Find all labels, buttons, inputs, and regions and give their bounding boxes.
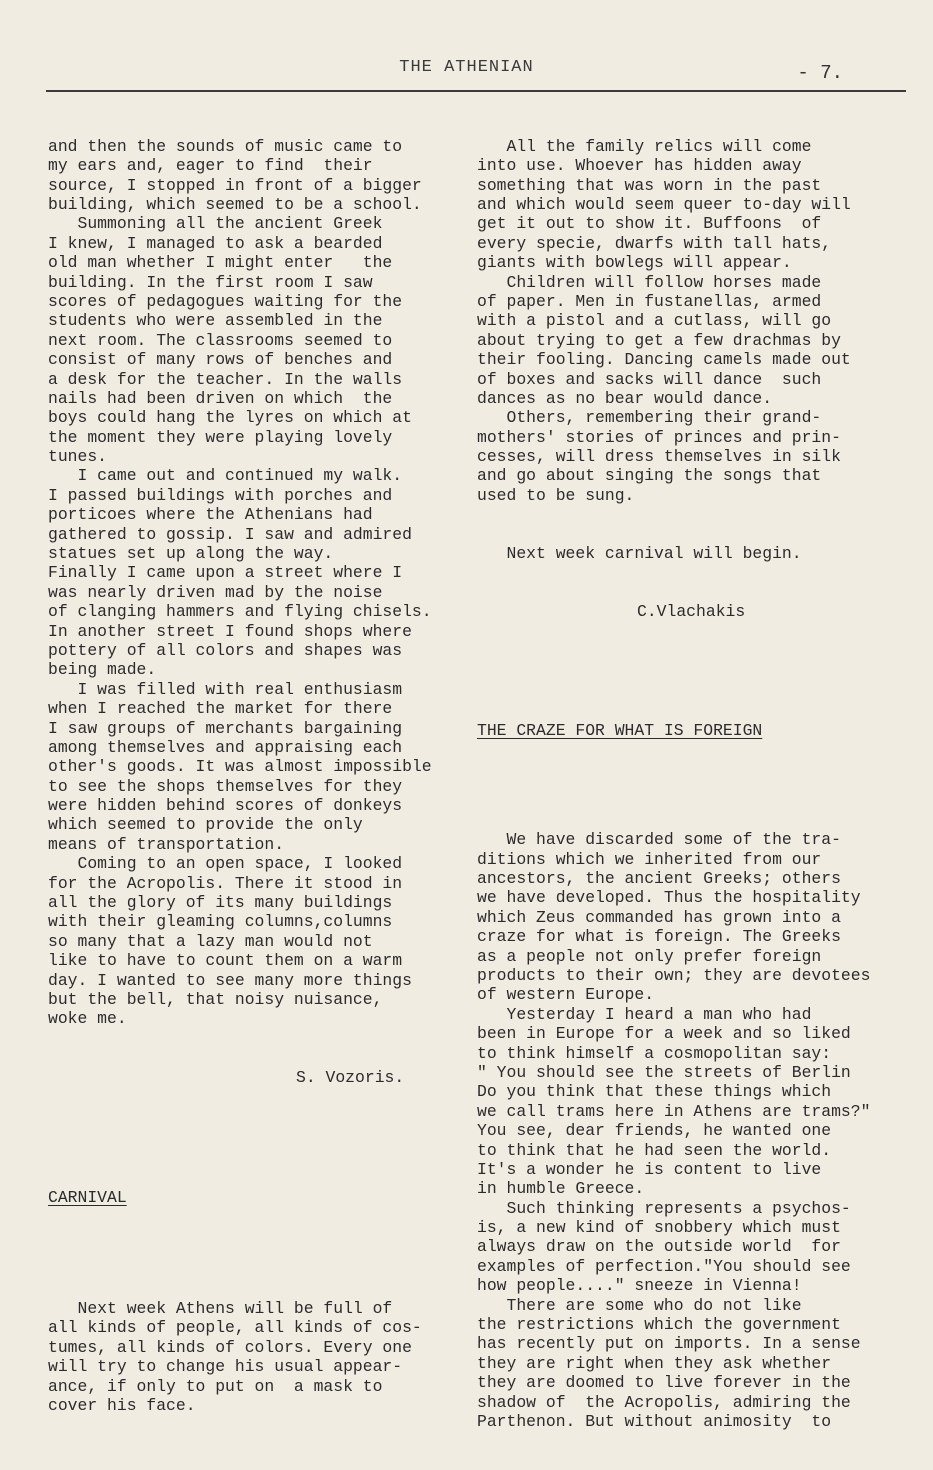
text-line: about trying to get a few drachmas by — [477, 330, 841, 350]
text-line: their fooling. Dancing camels made out — [477, 350, 851, 370]
text-line: You see, dear friends, he wanted one — [477, 1121, 832, 1141]
text-line: to think himself a cosmopolitan say: — [477, 1043, 832, 1063]
text-line: statues set up along the way. — [48, 544, 334, 564]
text-line: Parthenon. But without animosity to — [477, 1412, 832, 1431]
left-column — [48, 98, 468, 1454]
text-line: which seemed to provide the only — [48, 815, 363, 835]
text-line: ditions which we inherited from our — [477, 849, 822, 869]
text-line: Next week Athens will be full of — [48, 1299, 393, 1319]
text-line: with their gleaming columns,columns — [48, 912, 393, 932]
text-line: all the glory of its many buildings — [48, 893, 393, 913]
text-line: Summoning all the ancient Greek — [48, 214, 383, 234]
text-line: I was filled with real enthusiasm — [48, 679, 403, 699]
publication-title: THE ATHENIAN — [399, 58, 534, 77]
text-line: as a people not only prefer foreign — [477, 946, 822, 966]
text-line: and then the sounds of music came to — [48, 136, 403, 156]
text-line: porticoes where the Athenians had — [48, 505, 373, 525]
text-line: into use. Whoever has hidden away — [477, 156, 802, 176]
text-line: It's a wonder he is content to live — [477, 1159, 822, 1179]
text-line: of western Europe. — [477, 985, 655, 1005]
text-line: of paper. Men in fustanellas, armed — [477, 291, 822, 311]
text-line: craze for what is foreign. The Greeks — [477, 927, 841, 947]
text-line: We have discarded some of the tra- — [477, 830, 841, 850]
text-line: tumes, all kinds of colors. Every one — [48, 1337, 412, 1357]
text-line: Finally I came upon a street where I — [48, 563, 403, 583]
text-line: All the family relics will come — [477, 136, 812, 156]
text-line: There are some who do not like — [477, 1295, 802, 1315]
carnival-closing: Next week carnival will begin. — [477, 544, 802, 564]
story-signature: S. Vozoris. — [296, 1067, 405, 1087]
text-line: consist of many rows of benches and — [48, 350, 393, 370]
text-line: among themselves and appraising each — [48, 737, 403, 757]
text-line: and go about singing the songs that — [477, 466, 822, 486]
text-line: mothers' stories of princes and prin- — [477, 427, 841, 447]
text-line: I knew, I managed to ask a bearded — [48, 233, 383, 253]
text-line: all kinds of people, all kinds of cos- — [48, 1318, 422, 1338]
text-line: building. In the first room I saw — [48, 272, 373, 292]
text-line: " You should see the streets of Berlin — [477, 1062, 851, 1082]
text-line: next room. The classrooms seemed to — [48, 330, 393, 350]
text-line: other's goods. It was almost impossible — [48, 757, 432, 777]
foreign-text — [477, 830, 917, 1431]
text-line: nails had been driven on which the — [48, 388, 393, 408]
text-line: giants with bowlegs will appear. — [477, 253, 792, 273]
text-line: products to their own; they are devotees — [477, 966, 871, 986]
text-line: they are doomed to live forever in the — [477, 1373, 851, 1393]
text-line: Children will follow horses made — [477, 272, 822, 292]
text-line: Do you think that these things which — [477, 1082, 832, 1102]
text-line: Yesterday I heard a man who had — [477, 1004, 812, 1024]
text-line: we have developed. Thus the hospitality — [477, 888, 861, 908]
text-line: something that was worn in the past — [477, 175, 822, 195]
story-text — [48, 137, 468, 1029]
text-line: like to have to count them on a warm — [48, 951, 403, 971]
text-line: I came out and continued my walk. — [48, 466, 403, 486]
text-line: means of transportation. — [48, 834, 285, 854]
text-line: day. I wanted to see many more things — [48, 970, 412, 990]
text-line: to see the shops themselves for they — [48, 776, 403, 796]
text-line: gathered to gossip. I saw and admired — [48, 524, 412, 544]
header-rule — [46, 90, 906, 92]
text-line: the moment they were playing lovely — [48, 427, 393, 447]
text-line: how people...." sneeze in Vienna! — [477, 1276, 802, 1296]
text-line: and which would seem queer to-day will — [477, 194, 851, 214]
text-line: is, a new kind of snobbery which must — [477, 1218, 841, 1238]
text-line: being made. — [48, 660, 157, 680]
text-line: ance, if only to put on a mask to — [48, 1376, 383, 1396]
text-line: they are right when they ask whether — [477, 1353, 832, 1373]
text-line: woke me. — [48, 1009, 127, 1029]
text-line: was nearly driven mad by the noise — [48, 582, 383, 602]
right-column — [477, 98, 917, 1470]
text-line: but the bell, that noisy nuisance, — [48, 990, 383, 1009]
carnival-continued-text — [477, 137, 917, 505]
text-line: get it out to show it. Buffoons of — [477, 214, 822, 234]
text-line: will try to change his usual appear- — [48, 1357, 403, 1377]
text-line: boys could hang the lyres on which at — [48, 408, 412, 428]
text-line: cesses, will dress themselves in silk — [477, 447, 841, 467]
text-line: I passed buildings with porches and — [48, 485, 393, 505]
carnival-heading: CARNIVAL — [48, 1188, 127, 1207]
text-line: source, I stopped in front of a bigger — [48, 175, 422, 195]
text-line: examples of perfection."You should see — [477, 1256, 851, 1276]
text-line: were hidden behind scores of donkeys — [48, 796, 403, 816]
text-line: we call trams here in Athens are trams?" — [477, 1101, 871, 1121]
text-line: I saw groups of merchants bargaining — [48, 718, 403, 738]
text-line: cover his face. — [48, 1395, 196, 1415]
text-line: scores of pedagogues waiting for the — [48, 291, 403, 311]
text-line: used to be sung. — [477, 485, 635, 505]
carnival-signature: C.Vlachakis — [637, 602, 746, 622]
text-line: for the Acropolis. There it stood in — [48, 873, 403, 893]
text-line: my ears and, eager to find their — [48, 156, 373, 176]
text-line: tunes. — [48, 447, 108, 467]
text-line: ancestors, the ancient Greeks; others — [477, 869, 841, 889]
text-line: Such thinking represents a psychos- — [477, 1198, 851, 1218]
text-line: old man whether I might enter the — [48, 253, 393, 273]
text-line: always draw on the outside world for — [477, 1237, 841, 1257]
text-line: been in Europe for a week and so liked — [477, 1024, 851, 1044]
foreign-heading: THE CRAZE FOR WHAT IS FOREIGN — [477, 721, 763, 741]
text-line: which Zeus commanded has grown into a — [477, 907, 841, 927]
text-line: the restrictions which the government — [477, 1315, 841, 1335]
text-line: every specie, dwarfs with tall hats, — [477, 233, 832, 253]
text-line: Others, remembering their grand- — [477, 408, 822, 428]
text-line: has recently put on imports. In a sense — [477, 1334, 861, 1354]
text-line: with a pistol and a cutlass, will go — [477, 311, 832, 331]
text-line: building, which seemed to be a school. — [48, 194, 422, 214]
text-line: dances as no bear would dance. — [477, 388, 773, 408]
text-line: Coming to an open space, I looked — [48, 854, 403, 874]
text-line: of boxes and sacks will dance such — [477, 369, 822, 389]
text-line: pottery of all colors and shapes was — [48, 640, 403, 660]
text-line: to think that he had seen the world. — [477, 1140, 832, 1160]
text-line: students who were assembled in the — [48, 311, 383, 331]
text-line: so many that a lazy man would not — [48, 931, 373, 951]
carnival-text — [48, 1299, 468, 1415]
text-line: in humble Greece. — [477, 1179, 645, 1199]
text-line: of clanging hammers and flying chisels. — [48, 602, 432, 622]
text-line: shadow of the Acropolis, admiring the — [477, 1392, 851, 1412]
text-line: a desk for the teacher. In the walls — [48, 369, 403, 389]
page-number: - 7. — [797, 62, 843, 84]
text-line: In another street I found shops where — [48, 621, 412, 641]
text-line: when I reached the market for there — [48, 699, 393, 719]
